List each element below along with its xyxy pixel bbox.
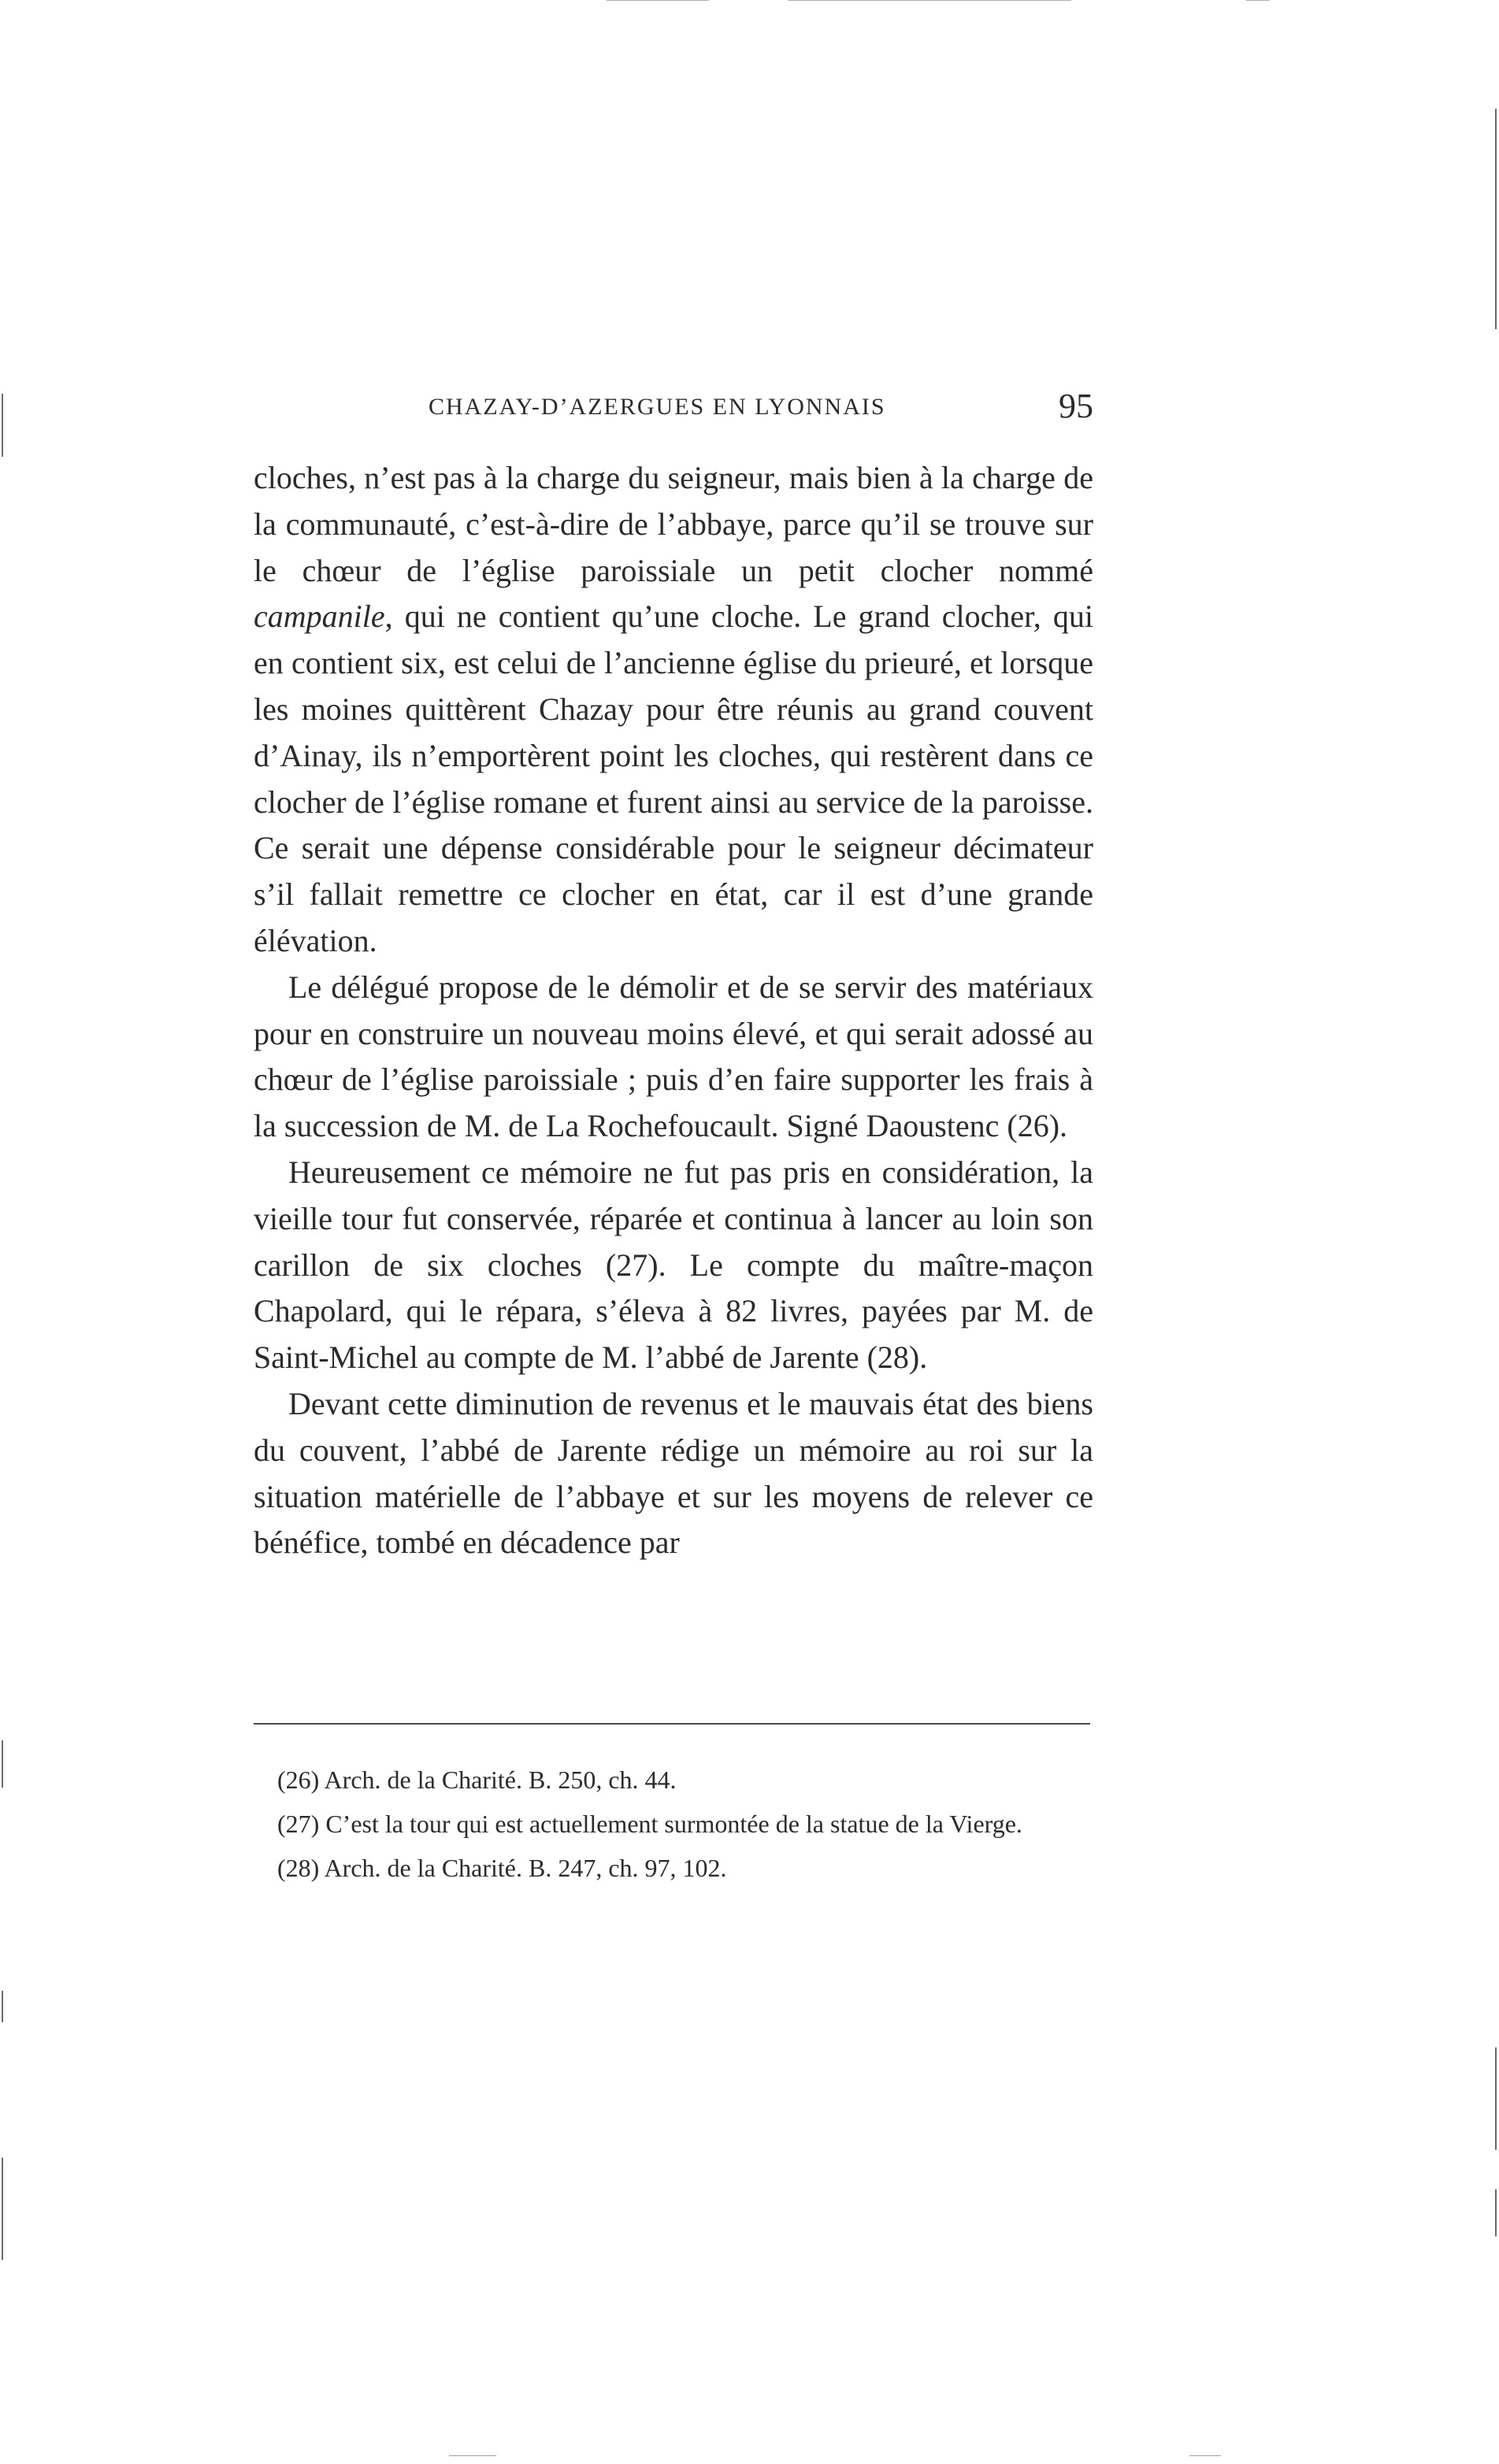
italic-term: campanile bbox=[254, 598, 385, 635]
page-header bbox=[254, 386, 1093, 441]
footnote-rule bbox=[254, 1723, 1090, 1725]
footnote-28: (28) Arch. de la Charité. B. 247, ch. 97, 102. bbox=[277, 1854, 727, 1882]
scan-edge-mark bbox=[2, 394, 3, 457]
paragraph-text: , qui ne contient qu’une cloche. Le grand clocher, qui en contient six, est celui de l’ancienne église du prieuré, et lorsque les moines quittèrent Chazay pour être réunis au grand couvent d’Ainay, ils n’emportèrent point les cloches, qui restèrent dans ce clocher de l’église romane et furent ainsi au service de la paroisse. Ce serait une dépense considérable pour le seigneur décimateur s’il fallait remettre ce clocher en état, car il est d’une grande élévation. bbox=[254, 598, 1093, 958]
running-head: CHAZAY-D’AZERGUES EN LYONNAIS bbox=[429, 394, 886, 420]
footnotes bbox=[254, 1758, 1093, 1890]
footnote-26: (26) Arch. de la Charité. B. 250, ch. 44. bbox=[277, 1766, 677, 1794]
scan-edge-mark bbox=[2, 1991, 3, 2022]
scan-edge-mark bbox=[1246, 0, 1270, 1]
footnote-27: (27) C’est la tour qui est actuellement surmontée de la statue de la Vierge. bbox=[277, 1810, 1022, 1838]
page-number: 95 bbox=[1059, 387, 1093, 425]
scan-edge-mark bbox=[607, 0, 709, 1]
scan-edge-mark bbox=[788, 0, 1071, 1]
paragraph: Le délégué propose de le démolir et de se servir des matériaux pour en construire un nouveau moins élevé, et qui serait adossé au chœur de l’église paroissiale ; puis d’en faire supporter les frais à la succession de M. de La Rochefoucault. Signé Daoustenc (26). bbox=[254, 969, 1093, 1144]
scan-edge-mark bbox=[2, 2158, 3, 2260]
body-text bbox=[254, 455, 1093, 1566]
paragraph: Devant cette diminution de revenus et le mauvais état des biens du couvent, l’abbé de Jarente rédige un mémoire au roi sur la situation matérielle de l’abbaye et sur les moyens de relever ce bénéfice, tombé en décadence par bbox=[254, 1385, 1093, 1561]
scan-edge-mark bbox=[1189, 2455, 1221, 2456]
scan-edge-mark bbox=[1495, 2047, 1497, 2150]
scan-edge-mark bbox=[449, 2455, 496, 2456]
paragraph-text: cloches, n’est pas à la charge du seigneur, mais bien à la charge de la communauté, c’est-à-dire de l’abbaye, parce qu’il se trouve sur le chœur de l’église paroissiale un petit clocher nommé bbox=[254, 460, 1093, 588]
paragraph bbox=[254, 455, 1093, 965]
scan-edge-mark bbox=[2, 1740, 3, 1788]
scan-edge-mark bbox=[1495, 2189, 1497, 2236]
paragraph: Heureusement ce mémoire ne fut pas pris en considération, la vieille tour fut conservée, réparée et continua à lancer au loin son carillon de six cloches (27). Le compte du maître-maçon Chapolard, qui le répara, s’éleva à 82 livres, payées par M. de Saint-Michel au compte de M. l’abbé de Jarente (28). bbox=[254, 1154, 1093, 1376]
scan-edge-mark bbox=[1495, 109, 1497, 329]
